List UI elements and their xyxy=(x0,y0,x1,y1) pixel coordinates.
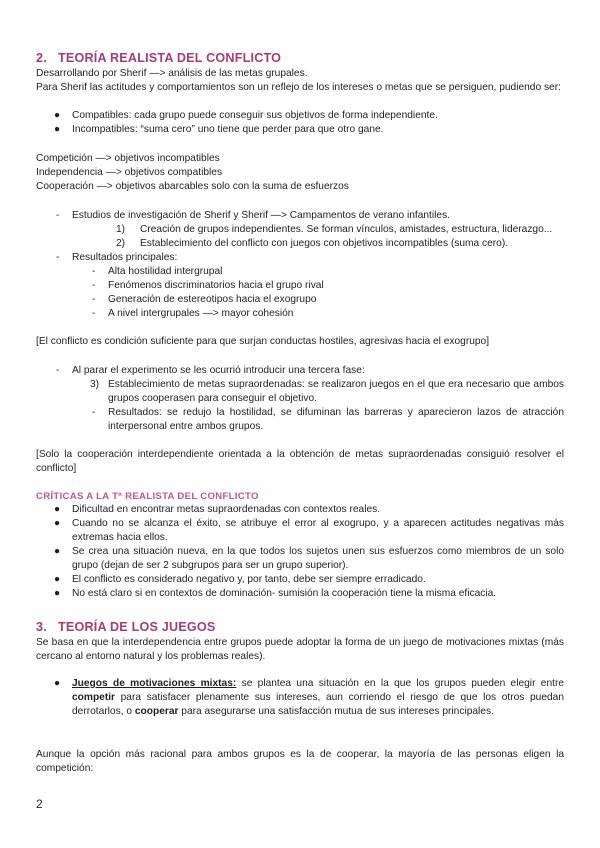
list-item-text: Incompatibles: “suma cero” uno tiene que perder para que otro gane. xyxy=(72,124,384,135)
mixed-games-term: Juegos de motivaciones mixtas: xyxy=(72,678,237,689)
third-phase-block xyxy=(36,364,564,434)
bullet-icon: ● xyxy=(54,678,61,689)
result-text: A nivel intergrupales —> mayor cohesión xyxy=(108,308,294,319)
intro-paragraph: Para Sherif las actitudes y comportamientos son un reflejo de los intereses o metas que se persiguen, pudiendo ser: xyxy=(36,82,561,93)
step-number: 2) xyxy=(116,238,126,249)
section-2-heading xyxy=(36,50,564,66)
step-text: Creación de grupos independientes. Se forman vínculos, amistades, estructura, liderazgo... xyxy=(140,224,553,235)
bullet-icon: ● xyxy=(54,110,61,121)
step-number: 1) xyxy=(116,224,126,235)
list-item xyxy=(36,109,564,123)
numbered-step xyxy=(36,223,564,237)
section-3-intro: Se basa en que la interdependencia entre grupos puede adoptar la forma de un juego de motivaciones mixtas (más cercano al entorno natural y los problemas reales). xyxy=(36,637,564,662)
result-text: Fenómenos discriminatorios hacia el grupo rival xyxy=(108,280,324,291)
list-item xyxy=(36,587,564,601)
intro-line-1: Desarrollando por Sherif —> análisis de las metas grupales. xyxy=(36,68,308,79)
numbered-step xyxy=(36,237,564,251)
list-item-text: Dificultad en encontrar metas supraordenadas con contextos reales. xyxy=(72,504,381,515)
dash-icon: - xyxy=(92,407,96,418)
result-subitem xyxy=(36,279,564,293)
studies-label: Estudios de investigación de Sherif y Sherif —> Campamentos de verano infantiles. xyxy=(72,210,450,221)
dash-icon: - xyxy=(56,365,60,376)
list-item xyxy=(36,517,564,545)
list-item xyxy=(36,573,564,587)
results-label: Resultados principales: xyxy=(72,252,178,263)
list-item-text: El conflicto es considerado negativo y, por tanto, debe ser siempre erradicado. xyxy=(72,574,426,585)
list-item xyxy=(36,545,564,573)
result-text: Resultados: se redujo la hostilidad, se difuminan las barreras y aparecieron lazos de atracción interpersonal entre ambos grupos. xyxy=(108,407,564,432)
list-item xyxy=(36,123,564,137)
result-text: Alta hostilidad intergrupal xyxy=(108,266,223,277)
dash-icon: - xyxy=(92,280,96,291)
bracket-note-2: [Solo la cooperación interdependiente orientada a la obtención de metas supraordenadas consiguió resolver el conflicto] xyxy=(36,449,564,474)
studies-block xyxy=(36,209,564,321)
step-text: Establecimiento de metas supraordenadas: se realizaron juegos en el que era necesario que ambos grupos cooperasen para conseguir el objetivo. xyxy=(108,379,564,404)
closing-paragraph: Aunque la opción más racional para ambos grupos es la de cooperar, la mayoría de las personas eligen la competición: xyxy=(36,749,564,774)
bullet-icon: ● xyxy=(54,124,61,135)
third-phase-item xyxy=(36,364,564,378)
result-subitem xyxy=(36,293,564,307)
section-3-heading xyxy=(36,619,564,635)
numbered-step xyxy=(36,378,564,406)
bullet-icon: ● xyxy=(54,518,61,529)
dash-icon: - xyxy=(56,252,60,263)
relations-list xyxy=(36,152,564,194)
list-item-text: Compatibles: cada grupo puede conseguir sus objetivos de forma independiente. xyxy=(72,110,438,121)
goal-type-list xyxy=(36,109,564,137)
compete-word: competir xyxy=(72,692,116,703)
dash-icon: - xyxy=(92,308,96,319)
list-item-text: No está claro si en contextos de dominación- sumisión la cooperación tiene la misma eficacia. xyxy=(72,588,497,599)
result-text: Generación de estereotipos hacia el exogrupo xyxy=(108,294,317,305)
cooperate-word: cooperar xyxy=(134,706,179,717)
relation-line: Competición —> objetivos incompatibles xyxy=(36,153,220,164)
section-number: 3. xyxy=(36,620,47,634)
bullet-icon: ● xyxy=(54,574,61,585)
bracket-note-1: [El conflicto es condición suficiente para que surjan conductas hostiles, agresivas hacia el exogrupo] xyxy=(36,336,490,347)
text-part: para asegurarse una satisfacción mutua de sus intereses principales. xyxy=(178,706,494,717)
result-subitem xyxy=(36,307,564,321)
relation-line: Independencia —> objetivos compatibles xyxy=(36,167,223,178)
step-text: Establecimiento del conflicto con juegos con objetivos incompatibles (suma cero). xyxy=(140,238,509,249)
dash-icon: - xyxy=(56,210,60,221)
section-title: TEORÍA DE LOS JUEGOS xyxy=(58,620,216,634)
page-number: 2 xyxy=(36,797,43,811)
criticas-list xyxy=(36,503,564,601)
text-part: se plantea una situación en la que los grupos pueden elegir entre xyxy=(236,678,564,689)
list-item xyxy=(36,503,564,517)
list-item-text: Se crea una situación nueva, en la que todos los sujetos unen sus esfuerzos como miembros de un solo grupo (dejan de ser 2 subgrupos para ser un grupo superior). xyxy=(72,546,564,571)
mixed-games-text xyxy=(72,677,564,719)
step-number: 3) xyxy=(90,379,100,390)
section-number: 2. xyxy=(36,51,47,65)
studies-item xyxy=(36,209,564,223)
dash-icon: - xyxy=(92,294,96,305)
bullet-icon: ● xyxy=(54,588,61,599)
text-part: para satisfacer plenamente sus intereses, aun corriendo el riesgo de que los otros puedan derrotarlos, o xyxy=(72,692,564,717)
bullet-icon: ● xyxy=(54,504,61,515)
result-subitem xyxy=(36,406,564,434)
third-phase-label: Al parar el experimento se les ocurrió introducir una tercera fase: xyxy=(72,365,365,376)
result-subitem xyxy=(36,265,564,279)
criticas-heading: CRÍTICAS A LA Tª REALISTA DEL CONFLICTO xyxy=(36,491,259,502)
dash-icon: - xyxy=(92,266,96,277)
relation-line: Cooperación —> objetivos abarcables solo con la suma de esfuerzos xyxy=(36,181,349,192)
section-title: TEORÍA REALISTA DEL CONFLICTO xyxy=(58,51,282,65)
bullet-icon: ● xyxy=(54,546,61,557)
list-item-text: Cuando no se alcanza el éxito, se atribuye el error al exogrupo, y a aparecen actitudes negativas más extremas hacia ellos. xyxy=(72,518,564,543)
results-item xyxy=(36,251,564,265)
